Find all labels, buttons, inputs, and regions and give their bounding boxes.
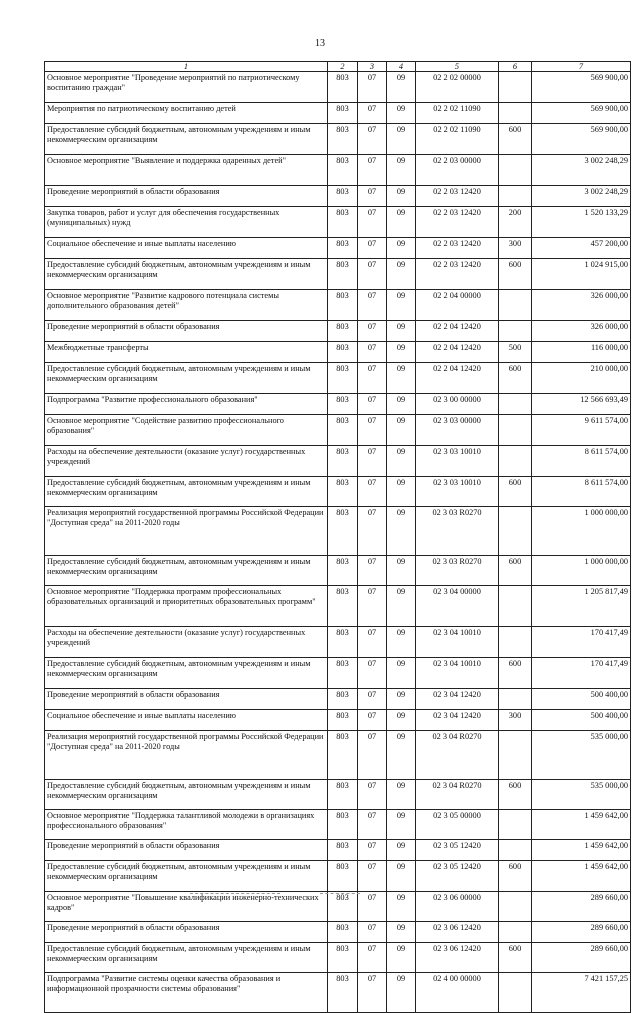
row-name-cell: Предоставление субсидий бюджетным, автономным учреждениям и иным некоммерческим организациям <box>45 124 328 155</box>
target-article-cell: 02 2 03 12420 <box>416 207 499 238</box>
section-cell: 07 <box>358 627 387 658</box>
subsection-cell: 09 <box>387 186 416 207</box>
section-cell: 07 <box>358 238 387 259</box>
subsection-cell: 09 <box>387 321 416 342</box>
amount-cell: 116 000,00 <box>532 342 631 363</box>
amount-cell: 500 400,00 <box>532 710 631 731</box>
target-article-cell: 02 2 02 11090 <box>416 103 499 124</box>
expense-type-cell <box>499 810 532 840</box>
row-name-cell: Мероприятия по патриотическому воспитанию детей <box>45 103 328 124</box>
table-row <box>45 710 631 731</box>
subsection-cell: 09 <box>387 861 416 892</box>
section-cell: 07 <box>358 586 387 627</box>
expense-type-cell <box>499 922 532 943</box>
column-header: 5 <box>416 62 499 72</box>
target-article-cell: 02 3 05 12420 <box>416 861 499 892</box>
amount-cell: 535 000,00 <box>532 731 631 780</box>
target-article-cell: 02 2 02 11090 <box>416 124 499 155</box>
subsection-cell: 09 <box>387 943 416 973</box>
amount-cell: 326 000,00 <box>532 290 631 321</box>
section-cell: 07 <box>358 72 387 103</box>
ministry-code-cell: 803 <box>328 415 358 446</box>
row-name-cell: Социальное обеспечение и иные выплаты населению <box>45 238 328 259</box>
ministry-code-cell: 803 <box>328 394 358 415</box>
expense-type-cell <box>499 446 532 477</box>
table-row <box>45 507 631 556</box>
section-cell: 07 <box>358 973 387 1013</box>
expense-type-cell <box>499 321 532 342</box>
expense-type-cell: 600 <box>499 780 532 810</box>
section-cell: 07 <box>358 922 387 943</box>
subsection-cell: 09 <box>387 810 416 840</box>
ministry-code-cell: 803 <box>328 840 358 861</box>
amount-cell: 1 459 642,00 <box>532 861 631 892</box>
row-name-cell: Предоставление субсидий бюджетным, автономным учреждениям и иным некоммерческим организациям <box>45 658 328 689</box>
table-row <box>45 124 631 155</box>
row-name-cell: Предоставление субсидий бюджетным, автономным учреждениям и иным некоммерческим организациям <box>45 861 328 892</box>
subsection-cell: 09 <box>387 689 416 710</box>
row-name-cell: Основное мероприятие "Проведение мероприятий по патриотическому воспитанию граждан" <box>45 72 328 103</box>
ministry-code-cell: 803 <box>328 861 358 892</box>
ministry-code-cell: 803 <box>328 477 358 507</box>
amount-cell: 500 400,00 <box>532 689 631 710</box>
amount-cell: 170 417,49 <box>532 658 631 689</box>
table-row <box>45 922 631 943</box>
subsection-cell: 09 <box>387 259 416 290</box>
amount-cell: 7 421 157,25 <box>532 973 631 1013</box>
section-cell: 07 <box>358 155 387 186</box>
section-cell: 07 <box>358 731 387 780</box>
amount-cell: 8 611 574,00 <box>532 446 631 477</box>
row-name-cell: Закупка товаров, работ и услуг для обеспечения государственных (муниципальных) нужд <box>45 207 328 238</box>
section-cell: 07 <box>358 342 387 363</box>
expense-type-cell: 500 <box>499 342 532 363</box>
section-cell: 07 <box>358 321 387 342</box>
target-article-cell: 02 3 06 00000 <box>416 892 499 922</box>
row-name-cell: Проведение мероприятий в области образования <box>45 321 328 342</box>
section-cell: 07 <box>358 943 387 973</box>
expense-type-cell: 200 <box>499 207 532 238</box>
table-row <box>45 658 631 689</box>
expense-type-cell: 600 <box>499 943 532 973</box>
budget-table <box>44 61 631 1013</box>
subsection-cell: 09 <box>387 394 416 415</box>
section-cell: 07 <box>358 186 387 207</box>
amount-cell: 3 002 248,29 <box>532 155 631 186</box>
subsection-cell: 09 <box>387 973 416 1013</box>
row-name-cell: Подпрограмма "Развитие системы оценки качества образования и информационной прозрачности системы образования" <box>45 973 328 1013</box>
subsection-cell: 09 <box>387 731 416 780</box>
row-name-cell: Проведение мероприятий в области образования <box>45 689 328 710</box>
expense-type-cell <box>499 973 532 1013</box>
table-row <box>45 973 631 1013</box>
table-row <box>45 689 631 710</box>
amount-cell: 12 566 693,49 <box>532 394 631 415</box>
table-row <box>45 342 631 363</box>
table-row <box>45 446 631 477</box>
target-article-cell: 02 3 04 12420 <box>416 689 499 710</box>
table-row <box>45 290 631 321</box>
amount-cell: 1 024 915,00 <box>532 259 631 290</box>
amount-cell: 1 205 817,49 <box>532 586 631 627</box>
ministry-code-cell: 803 <box>328 290 358 321</box>
ministry-code-cell: 803 <box>328 155 358 186</box>
section-cell: 07 <box>358 840 387 861</box>
expense-type-cell: 600 <box>499 363 532 394</box>
target-article-cell: 02 3 05 12420 <box>416 840 499 861</box>
ministry-code-cell: 803 <box>328 186 358 207</box>
table-row <box>45 731 631 780</box>
column-header: 4 <box>387 62 416 72</box>
section-cell: 07 <box>358 507 387 556</box>
target-article-cell: 02 3 05 00000 <box>416 810 499 840</box>
ministry-code-cell: 803 <box>328 259 358 290</box>
amount-cell: 3 002 248,29 <box>532 186 631 207</box>
row-name-cell: Проведение мероприятий в области образования <box>45 186 328 207</box>
row-name-cell: Основное мероприятие "Повышение квалификации инженерно-технических кадров" <box>45 892 328 922</box>
subsection-cell: 09 <box>387 780 416 810</box>
table-row <box>45 892 631 922</box>
section-cell: 07 <box>358 103 387 124</box>
table-body <box>45 72 631 1013</box>
table-row <box>45 321 631 342</box>
target-article-cell: 02 3 03 10010 <box>416 446 499 477</box>
ministry-code-cell: 803 <box>328 507 358 556</box>
ministry-code-cell: 803 <box>328 780 358 810</box>
target-article-cell: 02 2 03 12420 <box>416 259 499 290</box>
subsection-cell: 09 <box>387 342 416 363</box>
expense-type-cell: 300 <box>499 710 532 731</box>
amount-cell: 8 611 574,00 <box>532 477 631 507</box>
subsection-cell: 09 <box>387 710 416 731</box>
ministry-code-cell: 803 <box>328 658 358 689</box>
section-cell: 07 <box>358 446 387 477</box>
row-name-cell: Предоставление субсидий бюджетным, автономным учреждениям и иным некоммерческим организациям <box>45 943 328 973</box>
subsection-cell: 09 <box>387 415 416 446</box>
table-row <box>45 943 631 973</box>
subsection-cell: 09 <box>387 840 416 861</box>
table-row <box>45 207 631 238</box>
ministry-code-cell: 803 <box>328 207 358 238</box>
expense-type-cell <box>499 103 532 124</box>
section-cell: 07 <box>358 290 387 321</box>
expense-type-cell: 600 <box>499 861 532 892</box>
table-row <box>45 72 631 103</box>
section-cell: 07 <box>358 710 387 731</box>
table-row <box>45 810 631 840</box>
table-row <box>45 477 631 507</box>
expense-type-cell <box>499 290 532 321</box>
amount-cell: 170 417,49 <box>532 627 631 658</box>
table-row <box>45 155 631 186</box>
table-row <box>45 394 631 415</box>
amount-cell: 569 900,00 <box>532 103 631 124</box>
target-article-cell: 02 3 04 12420 <box>416 710 499 731</box>
expense-type-cell <box>499 586 532 627</box>
amount-cell: 1 000 000,00 <box>532 507 631 556</box>
ministry-code-cell: 803 <box>328 810 358 840</box>
section-cell: 07 <box>358 207 387 238</box>
subsection-cell: 09 <box>387 556 416 586</box>
amount-cell: 289 660,00 <box>532 892 631 922</box>
ministry-code-cell: 803 <box>328 72 358 103</box>
table-row <box>45 861 631 892</box>
ministry-code-cell: 803 <box>328 627 358 658</box>
amount-cell: 289 660,00 <box>532 922 631 943</box>
ministry-code-cell: 803 <box>328 321 358 342</box>
expense-type-cell <box>499 840 532 861</box>
target-article-cell: 02 3 04 R0270 <box>416 731 499 780</box>
ministry-code-cell: 803 <box>328 342 358 363</box>
section-cell: 07 <box>358 861 387 892</box>
amount-cell: 1 459 642,00 <box>532 840 631 861</box>
ministry-code-cell: 803 <box>328 124 358 155</box>
target-article-cell: 02 2 04 12420 <box>416 342 499 363</box>
expense-type-cell <box>499 155 532 186</box>
subsection-cell: 09 <box>387 290 416 321</box>
row-name-cell: Основное мероприятие "Развитие кадрового потенциала системы дополнительного образования детей" <box>45 290 328 321</box>
page-number: 13 <box>315 38 325 49</box>
target-article-cell: 02 3 06 12420 <box>416 922 499 943</box>
table-row <box>45 186 631 207</box>
row-name-cell: Основное мероприятие "Выявление и поддержка одаренных детей" <box>45 155 328 186</box>
ministry-code-cell: 803 <box>328 710 358 731</box>
subsection-cell: 09 <box>387 124 416 155</box>
footer-divider <box>320 893 360 894</box>
expense-type-cell: 600 <box>499 259 532 290</box>
subsection-cell: 09 <box>387 892 416 922</box>
subsection-cell: 09 <box>387 446 416 477</box>
target-article-cell: 02 3 04 R0270 <box>416 780 499 810</box>
ministry-code-cell: 803 <box>328 238 358 259</box>
target-article-cell: 02 2 03 00000 <box>416 155 499 186</box>
amount-cell: 326 000,00 <box>532 321 631 342</box>
row-name-cell: Основное мероприятие "Содействие развитию профессионального образования" <box>45 415 328 446</box>
ministry-code-cell: 803 <box>328 943 358 973</box>
section-cell: 07 <box>358 780 387 810</box>
target-article-cell: 02 3 04 10010 <box>416 627 499 658</box>
subsection-cell: 09 <box>387 238 416 259</box>
section-cell: 07 <box>358 124 387 155</box>
target-article-cell: 02 3 06 12420 <box>416 943 499 973</box>
subsection-cell: 09 <box>387 363 416 394</box>
column-header: 7 <box>532 62 631 72</box>
target-article-cell: 02 2 04 12420 <box>416 363 499 394</box>
column-header: 6 <box>499 62 532 72</box>
expense-type-cell: 300 <box>499 238 532 259</box>
target-article-cell: 02 2 04 00000 <box>416 290 499 321</box>
section-cell: 07 <box>358 394 387 415</box>
target-article-cell: 02 4 00 00000 <box>416 973 499 1013</box>
row-name-cell: Предоставление субсидий бюджетным, автономным учреждениям и иным некоммерческим организациям <box>45 780 328 810</box>
expense-type-cell <box>499 731 532 780</box>
amount-cell: 569 900,00 <box>532 72 631 103</box>
column-header: 1 <box>45 62 328 72</box>
ministry-code-cell: 803 <box>328 892 358 922</box>
amount-cell: 569 900,00 <box>532 124 631 155</box>
section-cell: 07 <box>358 810 387 840</box>
table-row <box>45 103 631 124</box>
expense-type-cell <box>499 627 532 658</box>
subsection-cell: 09 <box>387 627 416 658</box>
table-row <box>45 259 631 290</box>
table-row <box>45 586 631 627</box>
column-header: 2 <box>328 62 358 72</box>
subsection-cell: 09 <box>387 155 416 186</box>
amount-cell: 9 611 574,00 <box>532 415 631 446</box>
amount-cell: 1 520 133,29 <box>532 207 631 238</box>
amount-cell: 210 000,00 <box>532 363 631 394</box>
expense-type-cell: 600 <box>499 556 532 586</box>
row-name-cell: Межбюджетные трансферты <box>45 342 328 363</box>
row-name-cell: Проведение мероприятий в области образования <box>45 922 328 943</box>
table-header-row <box>45 62 631 72</box>
target-article-cell: 02 2 02 00000 <box>416 72 499 103</box>
subsection-cell: 09 <box>387 103 416 124</box>
ministry-code-cell: 803 <box>328 586 358 627</box>
target-article-cell: 02 3 03 R0270 <box>416 556 499 586</box>
column-header: 3 <box>358 62 387 72</box>
expense-type-cell <box>499 415 532 446</box>
table-row <box>45 780 631 810</box>
target-article-cell: 02 2 04 12420 <box>416 321 499 342</box>
target-article-cell: 02 3 03 R0270 <box>416 507 499 556</box>
amount-cell: 289 660,00 <box>532 943 631 973</box>
ministry-code-cell: 803 <box>328 973 358 1013</box>
expense-type-cell <box>499 394 532 415</box>
table-row <box>45 840 631 861</box>
subsection-cell: 09 <box>387 658 416 689</box>
row-name-cell: Проведение мероприятий в области образования <box>45 840 328 861</box>
subsection-cell: 09 <box>387 207 416 238</box>
ministry-code-cell: 803 <box>328 731 358 780</box>
subsection-cell: 09 <box>387 922 416 943</box>
table-row <box>45 363 631 394</box>
target-article-cell: 02 3 04 00000 <box>416 586 499 627</box>
footer-divider <box>190 893 280 894</box>
row-name-cell: Предоставление субсидий бюджетным, автономным учреждениям и иным некоммерческим организациям <box>45 259 328 290</box>
row-name-cell: Подпрограмма "Развитие профессионального образования" <box>45 394 328 415</box>
section-cell: 07 <box>358 363 387 394</box>
row-name-cell: Социальное обеспечение и иные выплаты населению <box>45 710 328 731</box>
ministry-code-cell: 803 <box>328 556 358 586</box>
row-name-cell: Предоставление субсидий бюджетным, автономным учреждениям и иным некоммерческим организациям <box>45 556 328 586</box>
expense-type-cell <box>499 689 532 710</box>
row-name-cell: Предоставление субсидий бюджетным, автономным учреждениям и иным некоммерческим организациям <box>45 477 328 507</box>
expense-type-cell: 600 <box>499 658 532 689</box>
amount-cell: 457 200,00 <box>532 238 631 259</box>
row-name-cell: Основное мероприятие "Поддержка талантливой молодежи в организациях профессионального образования" <box>45 810 328 840</box>
row-name-cell: Основное мероприятие "Поддержка программ профессиональных образовательных организаций и приоритетных образовательных программ" <box>45 586 328 627</box>
subsection-cell: 09 <box>387 507 416 556</box>
section-cell: 07 <box>358 477 387 507</box>
subsection-cell: 09 <box>387 72 416 103</box>
ministry-code-cell: 803 <box>328 689 358 710</box>
ministry-code-cell: 803 <box>328 103 358 124</box>
target-article-cell: 02 2 03 12420 <box>416 238 499 259</box>
target-article-cell: 02 3 03 10010 <box>416 477 499 507</box>
ministry-code-cell: 803 <box>328 363 358 394</box>
ministry-code-cell: 803 <box>328 446 358 477</box>
expense-type-cell <box>499 186 532 207</box>
row-name-cell: Реализация мероприятий государственной программы Российской Федерации "Доступная среда" на 2011-2020 годы <box>45 507 328 556</box>
amount-cell: 1 459 642,00 <box>532 810 631 840</box>
table-row <box>45 415 631 446</box>
row-name-cell: Расходы на обеспечение деятельности (оказание услуг) государственных учреждений <box>45 627 328 658</box>
section-cell: 07 <box>358 892 387 922</box>
subsection-cell: 09 <box>387 586 416 627</box>
target-article-cell: 02 2 03 12420 <box>416 186 499 207</box>
row-name-cell: Реализация мероприятий государственной программы Российской Федерации "Доступная среда" на 2011-2020 годы <box>45 731 328 780</box>
ministry-code-cell: 803 <box>328 922 358 943</box>
expense-type-cell: 600 <box>499 124 532 155</box>
expense-type-cell <box>499 892 532 922</box>
table-row <box>45 627 631 658</box>
section-cell: 07 <box>358 556 387 586</box>
target-article-cell: 02 3 00 00000 <box>416 394 499 415</box>
table-row <box>45 238 631 259</box>
amount-cell: 1 000 000,00 <box>532 556 631 586</box>
section-cell: 07 <box>358 259 387 290</box>
section-cell: 07 <box>358 689 387 710</box>
table-row <box>45 556 631 586</box>
expense-type-cell <box>499 72 532 103</box>
row-name-cell: Расходы на обеспечение деятельности (оказание услуг) государственных учреждений <box>45 446 328 477</box>
subsection-cell: 09 <box>387 477 416 507</box>
expense-type-cell <box>499 507 532 556</box>
target-article-cell: 02 3 04 10010 <box>416 658 499 689</box>
expense-type-cell: 600 <box>499 477 532 507</box>
section-cell: 07 <box>358 658 387 689</box>
row-name-cell: Предоставление субсидий бюджетным, автономным учреждениям и иным некоммерческим организациям <box>45 363 328 394</box>
section-cell: 07 <box>358 415 387 446</box>
amount-cell: 535 000,00 <box>532 780 631 810</box>
target-article-cell: 02 3 03 00000 <box>416 415 499 446</box>
